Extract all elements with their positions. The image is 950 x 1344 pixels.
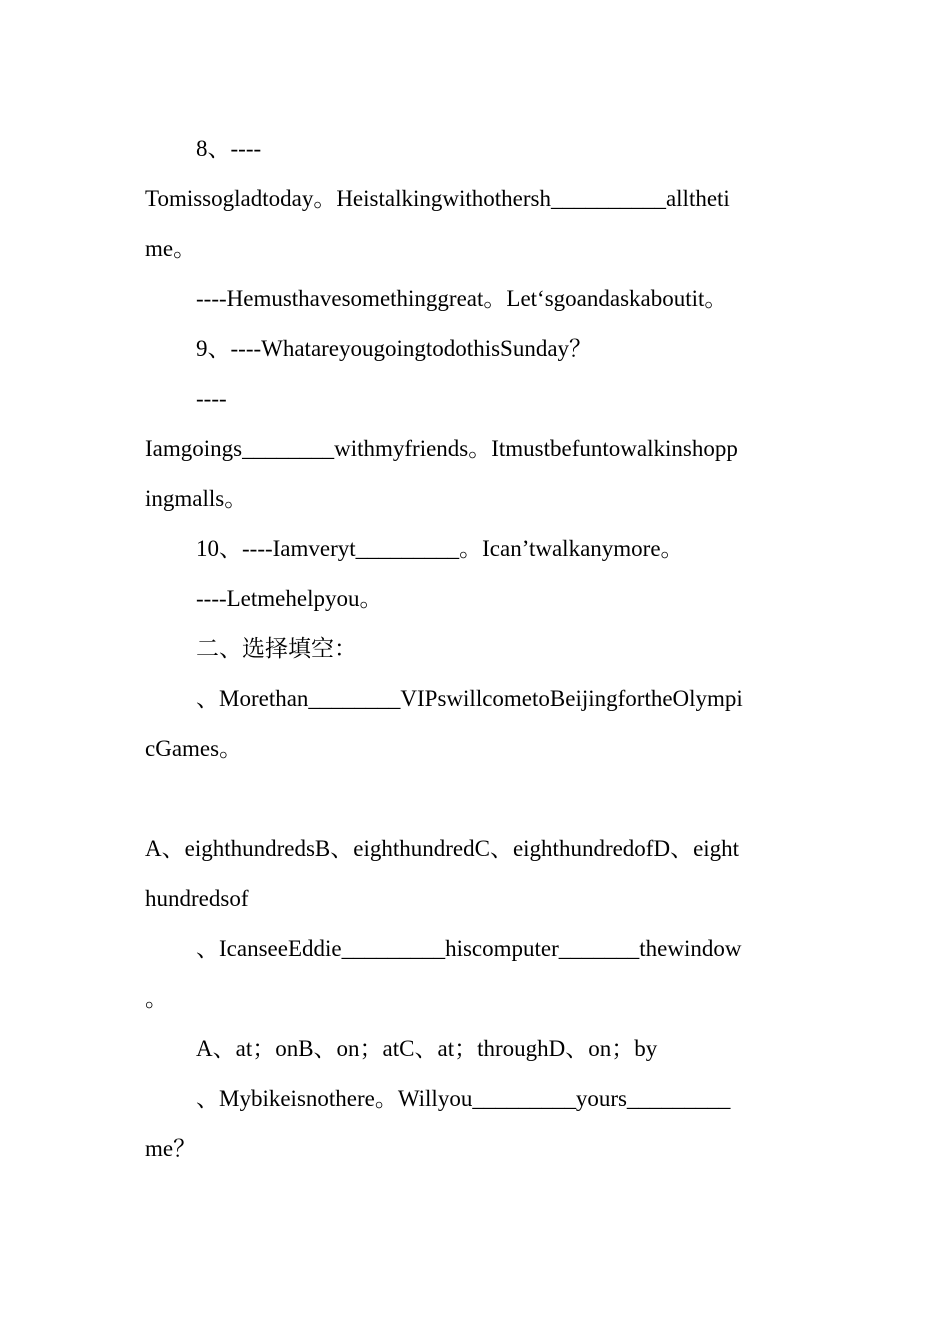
- question-10-prompt: 10、----Iamveryt_________。Ican’twalkanymore。: [196, 536, 684, 561]
- question-8-prompt: Tomissogladtoday。Heistalkingwithothersh__________alltheti: [145, 186, 730, 211]
- question-8-reply: ----Hemusthavesomethinggreat。Let‘sgoandaskaboutit。: [196, 286, 728, 311]
- question-9-prompt: 9、----WhatareyougoingtodothisSunday？: [196, 336, 593, 361]
- mc-question-3: 、Mybikeisnothere。Willyou_________yours_________: [196, 1086, 731, 1111]
- question-9-reply-cont: ingmalls。: [145, 486, 248, 511]
- mc-question-1: 、Morethan________VIPswillcometoBeijingfortheOlympi: [196, 686, 743, 711]
- mc-question-2-cont: 。: [145, 986, 168, 1011]
- blank-line: [145, 774, 805, 824]
- question-8-number: 8、----: [196, 136, 262, 161]
- mc-question-2: 、IcanseeEddie_________hiscomputer_______thewindow: [196, 936, 742, 961]
- question-9-dash: ----: [196, 386, 227, 411]
- section-heading: 二、选择填空：: [196, 636, 357, 661]
- question-9-reply: Iamgoings________withmyfriends。Itmustbefuntowalkinshopp: [145, 436, 738, 461]
- mc-question-3-cont: me？: [145, 1136, 197, 1161]
- question-8-prompt-cont: me。: [145, 236, 197, 261]
- mc-question-1-cont: cGames。: [145, 736, 243, 761]
- mc-question-1-options: A、eighthundredsB、eighthundredC、eighthundredofD、eight: [145, 836, 740, 861]
- question-10-reply: ----Letmehelpyou。: [196, 586, 383, 611]
- mc-question-1-options-cont: hundredsof: [145, 886, 249, 911]
- mc-question-2-options: A、at；onB、on；atC、at；throughD、on；by: [196, 1036, 658, 1061]
- document-body: [145, 124, 805, 1174]
